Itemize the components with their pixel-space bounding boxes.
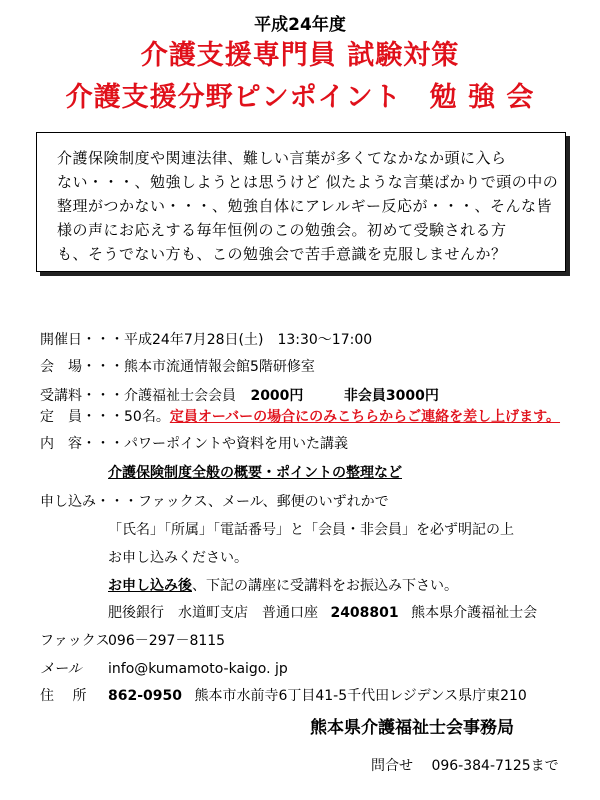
fax-label: ファックス [40, 633, 110, 649]
content-value: パワーポイントや資料を用いた講義 [124, 436, 348, 452]
venue-row [40, 356, 315, 376]
intro-line: 整理がつかない・・・、勉強自体にアレルギー反応が・・・、そんな皆 [57, 197, 553, 215]
apply-note-1: 「氏名」「所属」「電話番号」と「会員・非会員」を必ず明記の上 [108, 522, 514, 538]
payment-row [108, 575, 458, 595]
title-line-1: 介護支援専門員 試験対策 [140, 40, 460, 71]
intro-line: ない・・・、勉強しようとは思うけど 似たような言葉ばかりで頭の中の [57, 173, 559, 191]
organization-name: 熊本県介護福祉士会事務局 [310, 718, 514, 738]
payment-after: お申し込み後 [108, 578, 192, 594]
venue-value: 熊本市流通情報会館5階研修室 [124, 359, 315, 375]
mail-row [40, 658, 288, 678]
bank-row [108, 602, 537, 622]
fee-nonmember: 非会員3000円 [343, 388, 439, 404]
intro-line: 介護保険制度や関連法律、難しい言葉が多くてなかなか頭に入ら [57, 149, 507, 167]
fee-label: 受講料・・・ [40, 388, 124, 404]
fee-member: 介護福祉士会会員 [124, 388, 236, 404]
intro-box [36, 132, 566, 272]
bank-account: 2408801 [330, 605, 399, 621]
apply-note-2: お申し込みください。 [108, 550, 248, 566]
intro-line: も、そうでない方も、この勉強会で苦手意識を克服しませんか？ [57, 245, 507, 263]
payment-text: 、下記の講座に受講料をお振込み下さい。 [192, 578, 458, 594]
contact-label: 問合せ [371, 758, 413, 774]
content-topic: 介護保険制度全般の概要・ポイントの整理など [108, 465, 402, 481]
date-row [40, 329, 372, 349]
apply-row [40, 491, 389, 511]
mail-label: メール [40, 661, 82, 677]
fee-row [40, 385, 439, 405]
capacity-label: 定 員・・・ [40, 409, 124, 425]
content-row [40, 433, 348, 453]
apply-value: ファックス、メール、郵便のいずれかで [138, 494, 389, 510]
address-label: 住 所 [40, 688, 87, 704]
title-line-2: 介護支援分野ピンポイント 勉 強 会 [65, 82, 535, 113]
venue-label: 会 場・・・ [40, 359, 124, 375]
address-row [40, 685, 527, 705]
year-heading: 平成24年度 [254, 15, 346, 35]
address-value: 熊本市水前寺6丁目41-5千代田レジデンス県庁東210 [194, 688, 527, 704]
bank-name: 肥後銀行 水道町支店 普通口座 [108, 605, 318, 621]
capacity-value: 50名。 [124, 409, 170, 425]
capacity-row [40, 406, 560, 426]
date-label: 開催日・・・ [40, 332, 124, 348]
intro-line: 様の声にお応えする毎年恒例のこの勉強会。初めて受験される方 [57, 221, 507, 239]
address-zip: 862-0950 [108, 688, 182, 704]
fax-value: 096－297－8115 [108, 633, 226, 649]
fee-member-price: 2000円 [250, 388, 304, 404]
bank-holder: 熊本県介護福祉士会 [411, 605, 538, 621]
fax-row [40, 630, 225, 650]
mail-value: info@kumamoto-kaigo. jp [108, 661, 288, 677]
date-value: 平成24年7月28日(土) 13:30～17:00 [124, 332, 373, 348]
contact-phone: 096-384-7125まで [431, 758, 559, 774]
content-label: 内 容・・・ [40, 436, 124, 452]
apply-label: 申し込み・・・ [40, 494, 138, 510]
capacity-note: 定員オーバーの場合にのみこちらからご連絡を差し上げます。 [169, 409, 561, 425]
contact-row [371, 755, 559, 775]
